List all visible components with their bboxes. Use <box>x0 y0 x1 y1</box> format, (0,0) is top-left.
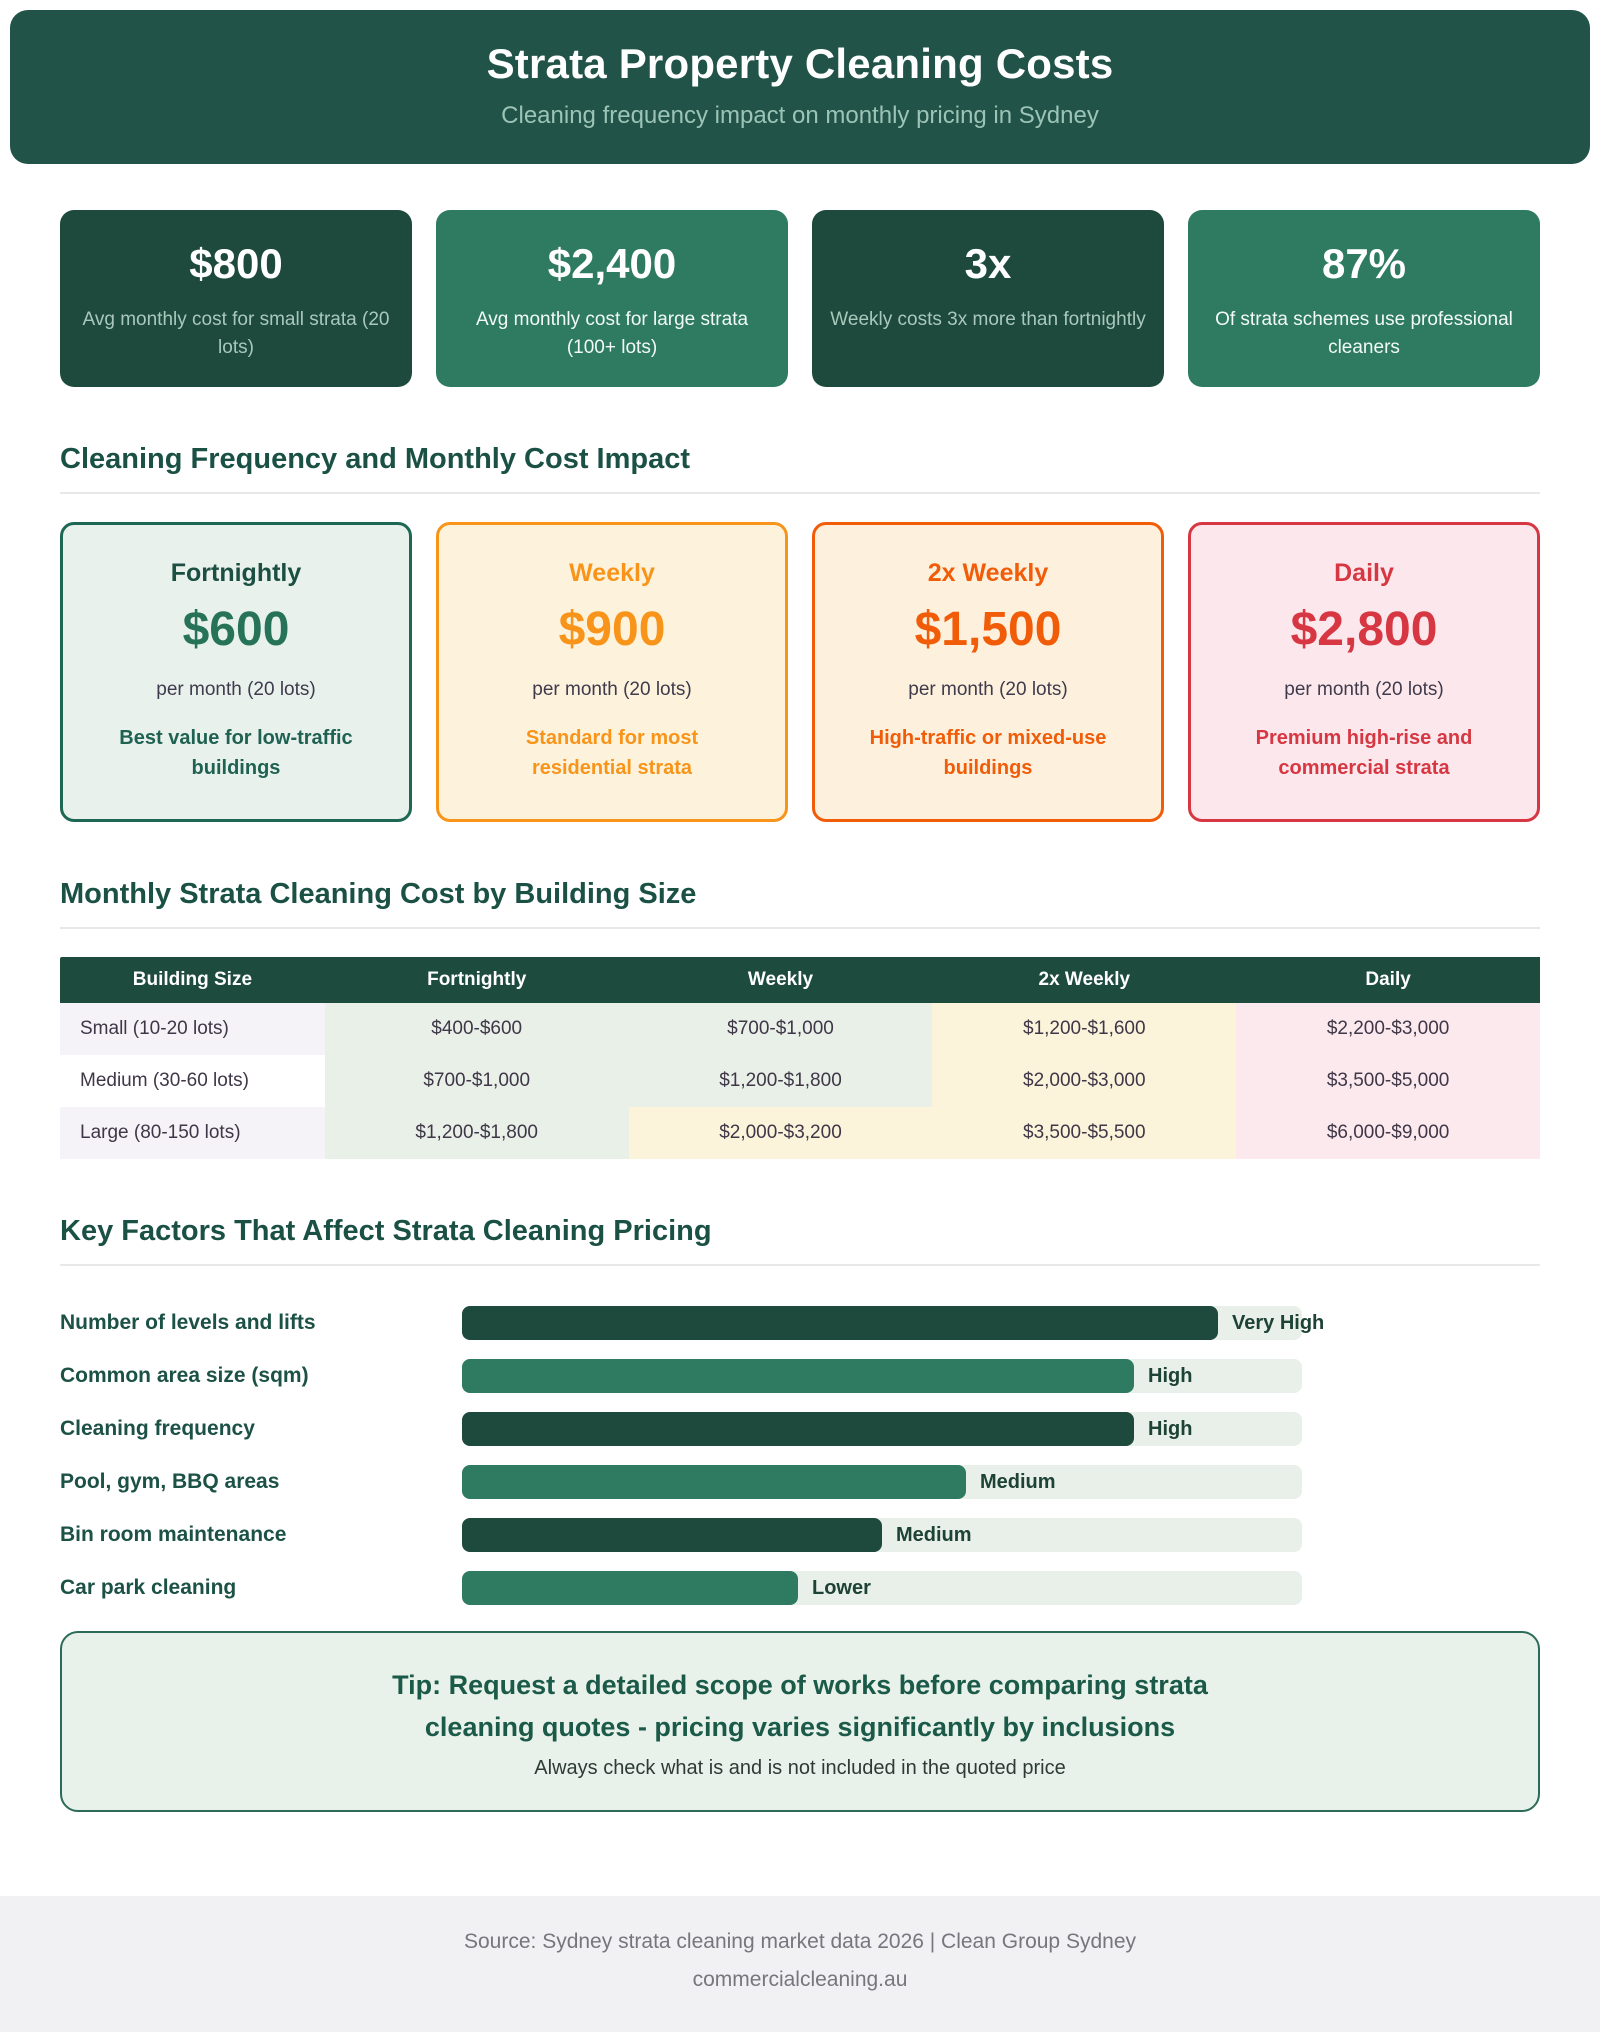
cost-cell: $1,200-$1,800 <box>325 1107 629 1159</box>
stat-value: $2,400 <box>547 240 677 287</box>
stat-value: 87% <box>1321 240 1407 287</box>
factor-row-car-park <box>60 1571 1540 1605</box>
frequency-per-unit: per month (20 lots) <box>156 679 316 701</box>
frequency-card-fortnightly <box>60 522 412 822</box>
factor-level: Very High <box>1232 1311 1325 1334</box>
factor-label: Number of levels and lifts <box>60 1311 316 1335</box>
factor-row-common-area <box>60 1359 1540 1393</box>
stat-value: 3x <box>964 240 1012 287</box>
factor-label: Bin room maintenance <box>60 1523 287 1547</box>
footer-website: commercialcleaning.au <box>692 1967 908 1991</box>
factor-bar <box>462 1518 882 1552</box>
header <box>10 10 1590 164</box>
frequency-price: $1,500 <box>914 603 1062 657</box>
frequency-card-weekly <box>436 522 788 822</box>
frequency-section-title: Cleaning Frequency and Monthly Cost Impact <box>60 443 1540 494</box>
factor-level: High <box>1148 1417 1193 1440</box>
column-header-twice-weekly: 2x Weekly <box>932 957 1236 1003</box>
frequency-price: $600 <box>182 603 290 657</box>
frequency-cards-row <box>60 522 1540 822</box>
cost-cell: $3,500-$5,000 <box>1236 1055 1540 1107</box>
stat-card-professional-usage <box>1188 210 1540 387</box>
table-row-small <box>60 1003 1540 1055</box>
frequency-note: High-traffic or mixed-use buildings <box>869 727 1107 780</box>
factor-label: Cleaning frequency <box>60 1417 255 1441</box>
factor-bar <box>462 1359 1134 1393</box>
frequency-note: Premium high-rise and commercial strata <box>1255 727 1473 780</box>
factor-bar-track <box>462 1571 1302 1605</box>
cost-cell: $2,000-$3,200 <box>629 1107 933 1159</box>
cost-cell: $3,500-$5,500 <box>932 1107 1236 1159</box>
frequency-name: Daily <box>1334 559 1394 588</box>
factor-bar-track <box>462 1518 1302 1552</box>
factor-level: Medium <box>896 1523 972 1546</box>
cost-cell: $700-$1,000 <box>325 1055 629 1107</box>
tip-subtext: Always check what is and is not included in the quoted price <box>534 1756 1066 1779</box>
page-subtitle: Cleaning frequency impact on monthly pricing in Sydney <box>501 102 1099 129</box>
cost-table-section <box>60 878 1540 1159</box>
frequency-per-unit: per month (20 lots) <box>1284 679 1444 701</box>
factor-bar-track <box>462 1306 1325 1340</box>
stat-label: Avg monthly cost for small strata (20 lots) <box>82 309 390 358</box>
table-row-medium <box>60 1055 1540 1107</box>
frequency-price: $2,800 <box>1290 603 1438 657</box>
frequency-name: Weekly <box>569 559 655 588</box>
frequency-price: $900 <box>558 603 666 657</box>
factor-row-amenities <box>60 1465 1540 1499</box>
factor-bar-track <box>462 1359 1302 1393</box>
stat-value: $800 <box>189 240 283 287</box>
frequency-name: 2x Weekly <box>927 559 1049 588</box>
stat-label: Of strata schemes use professional cleaners <box>1215 309 1513 358</box>
cost-cell: $700-$1,000 <box>629 1003 933 1055</box>
table-row-large <box>60 1107 1540 1159</box>
row-label: Small (10-20 lots) <box>60 1003 325 1055</box>
cost-table-header <box>60 957 1540 1003</box>
cost-cell: $1,200-$1,800 <box>629 1055 933 1107</box>
factor-bar <box>462 1412 1134 1446</box>
column-header-building-size: Building Size <box>60 957 325 1003</box>
stat-card-large-strata <box>436 210 788 387</box>
factor-bar <box>462 1571 798 1605</box>
stat-label: Avg monthly cost for large strata (100+ lots) <box>475 309 749 358</box>
stat-label: Weekly costs 3x more than fortnightly <box>830 309 1146 330</box>
factor-level: High <box>1148 1364 1193 1387</box>
row-label: Large (80-150 lots) <box>60 1107 325 1159</box>
cost-cell: $400-$600 <box>325 1003 629 1055</box>
footer <box>0 1896 1600 2032</box>
factor-row-cleaning-frequency <box>60 1412 1540 1446</box>
tip-box <box>60 1631 1540 1812</box>
factor-row-bin-room <box>60 1518 1540 1552</box>
column-header-fortnightly: Fortnightly <box>325 957 629 1003</box>
factor-bar-track <box>462 1465 1302 1499</box>
cost-cell: $6,000-$9,000 <box>1236 1107 1540 1159</box>
page-title: Strata Property Cleaning Costs <box>486 40 1114 87</box>
cost-cell: $1,200-$1,600 <box>932 1003 1236 1055</box>
frequency-name: Fortnightly <box>170 559 302 588</box>
factor-bar <box>462 1465 966 1499</box>
factor-level: Medium <box>980 1470 1056 1493</box>
frequency-card-twice-weekly <box>812 522 1164 822</box>
factors-section <box>60 1215 1540 1605</box>
factor-bar-track <box>462 1412 1302 1446</box>
frequency-section <box>60 443 1540 822</box>
column-header-daily: Daily <box>1236 957 1540 1003</box>
cost-cell: $2,200-$3,000 <box>1236 1003 1540 1055</box>
stat-card-small-strata <box>60 210 412 387</box>
column-header-weekly: Weekly <box>629 957 933 1003</box>
factor-label: Pool, gym, BBQ areas <box>60 1470 280 1494</box>
factor-row-levels-lifts <box>60 1306 1540 1340</box>
frequency-card-daily <box>1188 522 1540 822</box>
frequency-note: Standard for most residential strata <box>525 727 699 780</box>
cost-table-title: Monthly Strata Cleaning Cost by Building Size <box>60 878 1540 929</box>
factor-bars <box>60 1306 1540 1605</box>
stat-card-weekly-multiplier <box>812 210 1164 387</box>
frequency-per-unit: per month (20 lots) <box>532 679 692 701</box>
stat-cards-row <box>60 210 1540 387</box>
cost-table <box>60 957 1540 1159</box>
factor-bar <box>462 1306 1218 1340</box>
tip-headline: Tip: Request a detailed scope of works before comparing strata cleaning quotes - pricing varies significantly by inclusions <box>392 1670 1208 1742</box>
row-label: Medium (30-60 lots) <box>60 1055 325 1107</box>
cost-cell: $2,000-$3,000 <box>932 1055 1236 1107</box>
footer-source: Source: Sydney strata cleaning market data 2026 | Clean Group Sydney <box>463 1929 1136 1953</box>
factor-label: Common area size (sqm) <box>60 1364 309 1388</box>
frequency-per-unit: per month (20 lots) <box>908 679 1068 701</box>
factor-level: Lower <box>812 1576 871 1599</box>
frequency-note: Best value for low-traffic buildings <box>119 727 353 780</box>
factor-label: Car park cleaning <box>60 1576 237 1600</box>
factors-section-title: Key Factors That Affect Strata Cleaning Pricing <box>60 1215 1540 1266</box>
